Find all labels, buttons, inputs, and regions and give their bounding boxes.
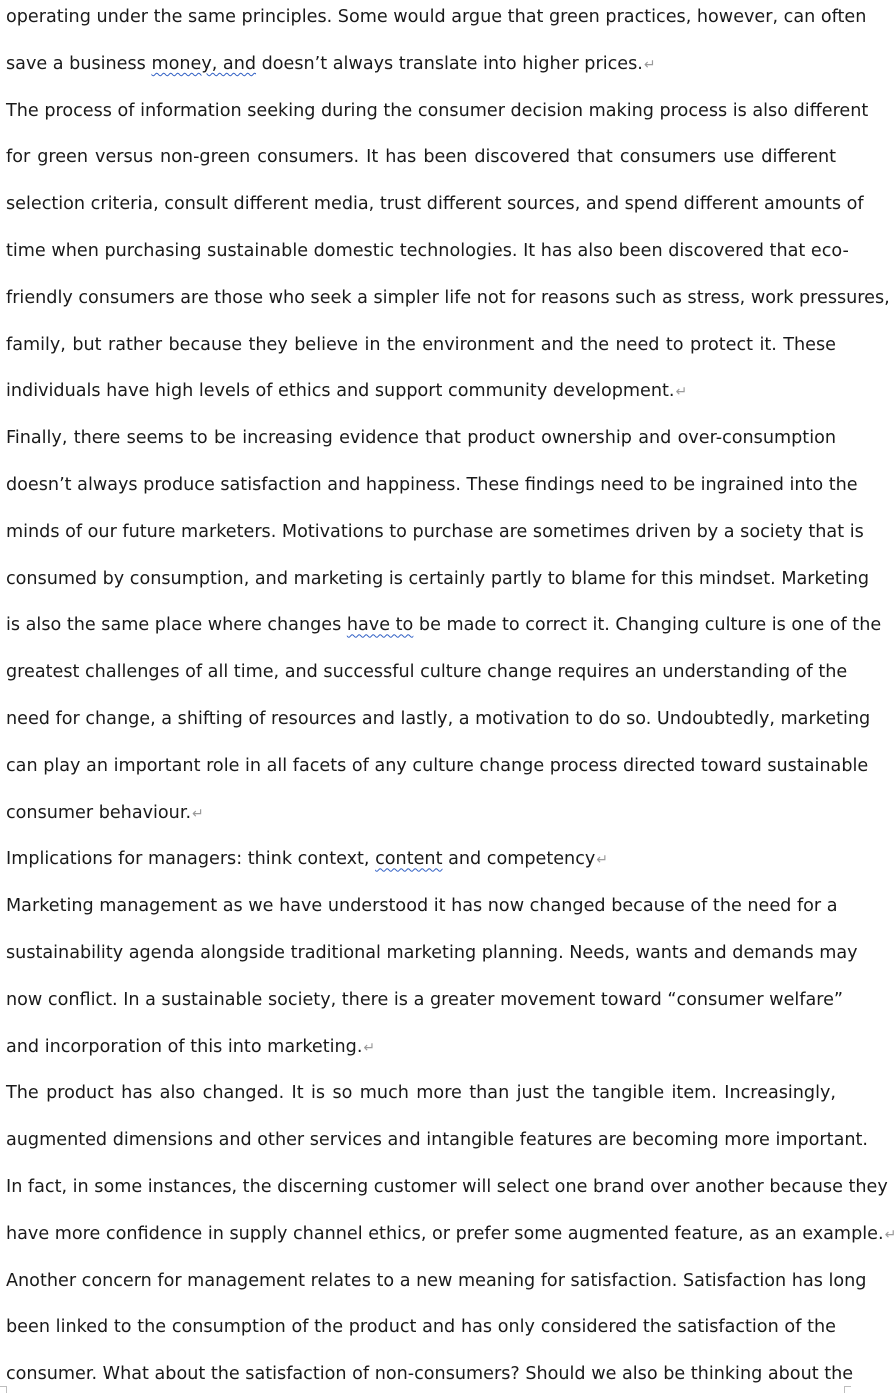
line-text: is also the same place where changes: [6, 615, 347, 636]
text-line[interactable]: [6, 1127, 868, 1153]
text-line[interactable]: [6, 144, 836, 170]
grammar-flag: have to: [346, 615, 414, 636]
line-text: been linked to the consumption of the product and has only considered the satisfaction of the: [6, 1317, 836, 1338]
paragraph-mark-icon: ↵: [363, 1039, 376, 1056]
text-line[interactable]: [6, 1314, 836, 1340]
text-line[interactable]: [6, 378, 836, 404]
text-line[interactable]: [6, 753, 869, 779]
line-text: and incorporation of this into marketing.: [6, 1036, 363, 1057]
text-line[interactable]: [6, 1221, 896, 1247]
line-text: Another concern for management relates to a new meaning for satisfaction. Satisfaction has long: [6, 1270, 867, 1291]
line-text: Implications for managers: think context,: [6, 849, 376, 870]
line-text: doesn’t always produce satisfaction and happiness. These findings need to be ingrained into the: [6, 475, 858, 495]
text-line[interactable]: [6, 846, 836, 872]
line-text: consumer. What about the satisfaction of non-consumers? Should we also be thinking about the: [6, 1364, 854, 1385]
line-text: and competency: [442, 849, 596, 870]
line-text: friendly consumers are those who seek a simpler life not for reasons such as stress, work pressures,: [6, 287, 890, 308]
text-line[interactable]: [6, 1034, 836, 1060]
paragraph-mark-icon: ↵: [675, 384, 688, 401]
paragraph-mark-icon: ↵: [643, 56, 656, 73]
text-line[interactable]: [6, 1361, 854, 1387]
text-line[interactable]: [6, 566, 870, 592]
text-line[interactable]: [6, 191, 864, 217]
line-text: The product has also changed. It is so much more than just the tangible item. Increasingly,: [6, 1083, 836, 1104]
text-line[interactable]: [6, 332, 836, 358]
text-line[interactable]: [6, 1080, 836, 1106]
text-line[interactable]: [6, 1174, 888, 1200]
line-text: In fact, in some instances, the discerning customer will select one brand over another because they: [6, 1177, 888, 1197]
page-corner-marker-left: [0, 1386, 7, 1393]
text-line[interactable]: [6, 706, 871, 732]
line-text: time when purchasing sustainable domestic technologies. It has also been discovered that eco-: [6, 241, 849, 261]
line-text: minds of our future marketers. Motivations to purchase are sometimes driven by a society that is: [6, 521, 864, 542]
line-text: sustainability agenda alongside traditional marketing planning. Needs, wants and demands may: [6, 943, 858, 963]
text-line[interactable]: [6, 238, 849, 264]
paragraph-mark-icon: ↵: [596, 852, 609, 869]
line-text: augmented dimensions and other services and intangible features are becoming more important.: [6, 1130, 868, 1151]
text-line[interactable]: [6, 285, 890, 311]
text-line[interactable]: [6, 1268, 867, 1294]
line-text: consumer behaviour.: [6, 802, 192, 823]
line-text: for green versus non-green consumers. It has been discovered that consumers use different: [6, 147, 836, 168]
page-corner-marker-right: [844, 1386, 851, 1393]
line-text: need for change, a shifting of resources and lastly, a motivation to do so. Undoubtedly, marketing: [6, 709, 871, 729]
line-text: now conflict. In a sustainable society, there is a greater movement toward “consumer welfare”: [6, 989, 844, 1010]
line-text: family, but rather because they believe in the environment and the need to protect it. These: [6, 334, 836, 355]
text-line[interactable]: [6, 4, 867, 30]
line-text: Marketing management as we have understood it has now changed because of the need for a: [6, 896, 838, 917]
line-text: save a business: [6, 53, 152, 74]
grammar-flag: money, and: [151, 53, 257, 74]
line-text: The process of information seeking during the consumer decision making process is also different: [6, 100, 869, 121]
paragraph-mark-icon: ↵: [884, 1226, 896, 1243]
line-text: individuals have high levels of ethics and support community development.: [6, 381, 675, 402]
text-line[interactable]: [6, 612, 882, 638]
text-line[interactable]: [6, 940, 858, 966]
text-line[interactable]: [6, 659, 848, 685]
line-text: doesn’t always translate into higher prices.: [256, 53, 643, 74]
text-line[interactable]: [6, 800, 836, 826]
text-line[interactable]: [6, 987, 844, 1013]
text-line[interactable]: [6, 51, 836, 77]
line-text: operating under the same principles. Some would argue that green practices, however, can often: [6, 7, 867, 27]
line-text: selection criteria, consult different media, trust different sources, and spend different amounts of: [6, 194, 864, 215]
paragraph-mark-icon: ↵: [192, 805, 204, 822]
text-line[interactable]: [6, 893, 836, 919]
line-text: consumed by consumption, and marketing is certainly partly to blame for this mindset. Marketing: [6, 568, 870, 589]
line-text: greatest challenges of all time, and successful culture change requires an understanding of the: [6, 662, 848, 683]
line-text: be made to correct it. Changing culture is one of the: [413, 615, 882, 636]
text-line[interactable]: [6, 98, 869, 124]
text-line[interactable]: [6, 519, 864, 545]
line-text: Finally, there seems to be increasing evidence that product ownership and over-consumption: [6, 428, 836, 449]
text-line[interactable]: [6, 425, 836, 451]
grammar-flag: content: [375, 849, 443, 870]
line-text: have more confidence in supply channel ethics, or prefer some augmented feature, as an example.: [6, 1223, 884, 1244]
text-line[interactable]: [6, 472, 858, 498]
line-text: can play an important role in all facets of any culture change process directed toward sustainable: [6, 755, 869, 776]
